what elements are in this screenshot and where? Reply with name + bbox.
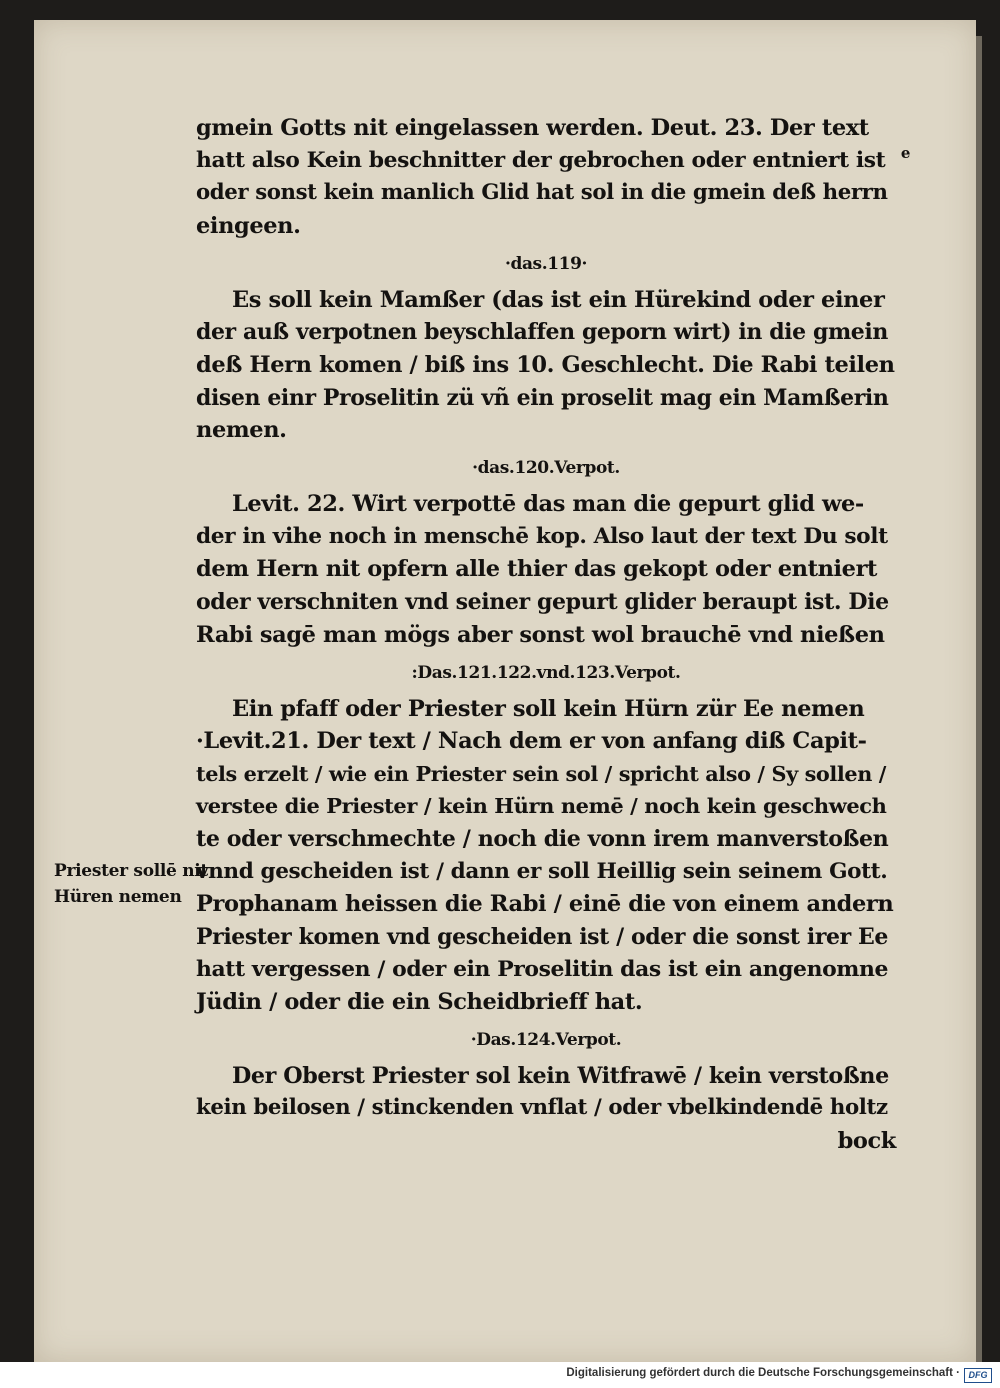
text-line: dem Hern nit opfern alle thier das gekopt oder entniert [196,556,878,583]
section-heading: :Das.121.122.vnd.123.Verpot. [411,662,681,683]
page-edge [976,36,982,1362]
text-line: oder verschniten vnd seiner gepurt glider beraupt ist. Die [196,588,889,615]
funding-credit: Digitalisierung gefördert durch die Deutsche Forschungsgemeinschaft · [566,1367,960,1379]
text-line: Priester komen vnd gescheiden ist / oder die sonst irer Ee [196,923,888,950]
text-line: nemen. [196,417,287,444]
text-line-content: hatt also Kein beschnitter der gebrochen oder entniert ist [196,147,886,173]
text-line: Prophanam heissen die Rabi / einē die von einem andern [196,891,894,918]
text-line: disen einr Proselitin zü vñ ein proselit mag ein Mamßerin [196,384,889,411]
catchword: bock [837,1128,896,1155]
text-line: tels erzelt / wie ein Priester sein sol / spricht also / Sy sollen / [196,760,886,786]
text-line: Levit. 22. Wirt verpottē das man die gepurt glid we- [232,491,864,518]
text-line: eingeen. [196,212,301,239]
text-line: deß Hern komen / biß ins 10. Geschlecht. Die Rabi teilen [196,351,895,378]
text-line: hatt vergessen / oder ein Proselitin das ist ein angenomne [196,956,889,983]
main-text [196,112,910,1158]
text-line: vnnd gescheiden ist / dann er soll Heillig sein seinem Gott. [196,858,888,884]
section-heading: ·Das.124.Verpot. [470,1029,622,1050]
text-line: oder sonst kein manlich Glid hat sol in die gmein deß herrn [196,180,888,206]
text-line-content: gmein Gotts nit eingelassen werden. Deut. 23. Der text [196,115,869,141]
text-line [196,143,910,178]
text-line: Es soll kein Mamßer (das ist ein Hürekind oder einer [232,286,885,313]
text-line: Ein pfaff oder Priester soll kein Hürn zür Ee nemen [232,695,865,722]
catchword: e [900,143,910,162]
text-line: Jüdin / oder die ein Scheidbrieff hat. [196,988,643,1015]
text-line: der auß verpotnen beyschlaffen geporn wirt) in die gmein [196,319,888,346]
margin-note-line: Hüren nemen [54,887,182,907]
text-line: kein beilosen / stinckenden vnflat / oder vbelkindendē holtz [196,1095,888,1121]
footer-bar [0,1362,1000,1388]
text-line: verstee die Priester / kein Hürn nemē / noch kein geschwech [196,793,887,819]
text-line: der in vihe noch in menschē kop. Also laut der text Du solt [196,523,888,549]
text-line: te oder verschmechte / noch die vonn irem manverstoßen [196,825,889,852]
margin-note [54,858,208,910]
margin-note-line: Priester sollē nit [54,861,208,881]
text-line: Rabi sagē man mögs aber sonst wol brauchē vnd nießen [196,621,885,648]
text-line: Der Oberst Priester sol kein Witfrawē / kein verstoßne [232,1062,889,1089]
dfg-logo: DFG [964,1368,992,1383]
text-line: ·Levit.21. Der text / Nach dem er von anfang diß Capit- [196,728,867,755]
section-heading: ·das.119· [504,253,588,274]
text-line [196,112,896,145]
section-heading: ·das.120.Verpot. [472,458,620,479]
